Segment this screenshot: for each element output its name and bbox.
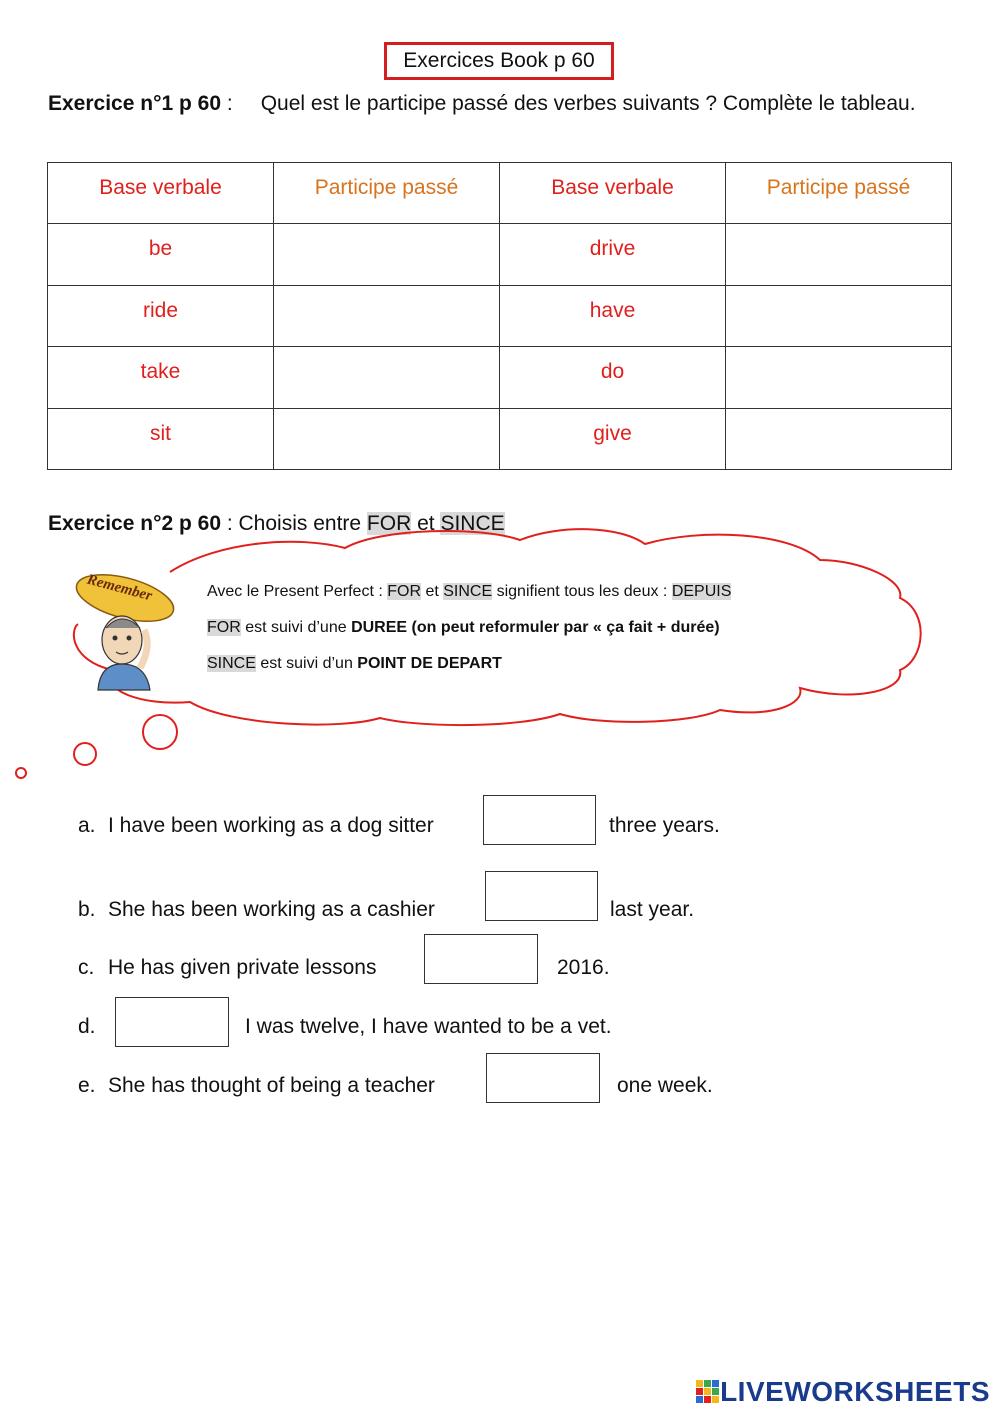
table-cell-answer[interactable] [274,285,500,346]
question-before: He has given private lessons [108,956,377,979]
remember-box [207,574,847,682]
answer-box-c[interactable] [424,934,538,984]
liveworksheets-logo-icon [696,1380,720,1404]
remember-line1-since: SINCE [443,583,493,600]
table-cell-answer[interactable] [726,408,952,469]
exercise2-for: FOR [366,512,412,535]
question-a-after: three years. [609,814,720,837]
page-title [384,42,614,80]
question-label: a. [78,814,96,837]
remember-line1-for: FOR [387,583,422,600]
question-b-after: last year. [610,898,695,921]
exercise1-label: Exercice n°1 p 60 [48,92,222,115]
footer-logo-text: LIVEWORKSHEETS [720,1376,990,1407]
question-label: b. [78,898,96,921]
table-header-participle-1: Participe passé [274,163,500,224]
remember-line1-et: et [421,583,444,600]
remember-line-3 [207,646,847,682]
question-label: e. [78,1074,96,1097]
table-header-row [48,163,952,224]
remember-line1-depuis: DEPUIS [671,583,732,600]
answer-box-e[interactable] [486,1053,600,1103]
remember-line-2 [207,610,847,646]
question-d-after: I was twelve, I have wanted to be a vet. [245,1015,612,1038]
table-cell-verb: sit [48,408,274,469]
table-cell-verb: be [48,224,274,285]
question-e [78,1074,435,1098]
remember-line-1 [207,574,847,610]
verb-table [47,162,952,470]
question-c [78,956,376,980]
page-title-text: Exercices Book p 60 [403,49,595,72]
table-cell-answer[interactable] [726,347,952,408]
table-cell-verb: give [500,408,726,469]
answer-box-d[interactable] [115,997,229,1047]
remember-line2-for: FOR [207,619,241,636]
question-label: c. [78,956,95,979]
table-cell-verb: have [500,285,726,346]
table-row [48,285,952,346]
table-cell-verb: do [500,347,726,408]
remember-badge-text: Remember [85,571,154,605]
remember-line1-pre: Avec le Present Perfect : [207,583,388,600]
exercise2-since: SINCE [440,512,505,535]
table-row [48,224,952,285]
remember-line2-bold: DUREE (on peut reformuler par « ça fait + durée) [351,619,720,636]
question-d [78,1015,108,1039]
exercise1-instruction: Quel est le participe passé des verbes suivants ? Complète le tableau. [260,92,916,115]
table-cell-answer[interactable] [274,347,500,408]
remember-line3-mid: est suivi d’un [255,655,358,672]
question-e-after: one week. [617,1074,713,1097]
question-before: I have been working as a dog sitter [108,814,434,837]
footer-logo [696,1376,990,1408]
exercise1-separator: : [221,92,233,115]
question-c-after: 2016. [557,956,610,979]
remember-line3-since: SINCE [207,655,256,672]
table-row [48,347,952,408]
answer-box-b[interactable] [485,871,598,921]
question-a [78,814,434,838]
table-cell-answer[interactable] [726,224,952,285]
exercise1-heading [48,90,948,118]
table-cell-answer[interactable] [274,408,500,469]
question-before: She has thought of being a teacher [108,1074,435,1097]
table-cell-verb: drive [500,224,726,285]
answer-box-a[interactable] [483,795,596,845]
table-cell-verb: ride [48,285,274,346]
table-cell-verb: take [48,347,274,408]
question-before: She has been working as a cashier [108,898,435,921]
question-label: d. [78,1015,96,1038]
remember-line3-bold: POINT DE DEPART [357,655,502,672]
remember-line1-mid: signifient tous les deux : [492,583,672,600]
remember-line2-mid: est suivi d’une [240,619,352,636]
exercise2-label: Exercice n°2 p 60 [48,512,222,535]
exercise2-instruction: : Choisis entre [221,512,367,535]
exercise2-et: et [411,512,441,535]
table-header-base-2: Base verbale [500,163,726,224]
table-cell-answer[interactable] [726,285,952,346]
table-row [48,408,952,469]
table-header-base-1: Base verbale [48,163,274,224]
question-b [78,898,435,922]
table-header-participle-2: Participe passé [726,163,952,224]
table-cell-answer[interactable] [274,224,500,285]
